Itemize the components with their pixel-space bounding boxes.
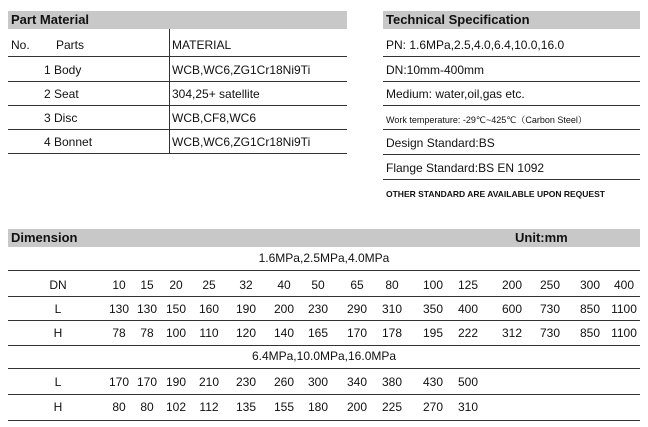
- dim-cell: 170: [346, 326, 368, 340]
- dim-cell: 400: [613, 278, 635, 292]
- dim-row-dn: [8, 273, 640, 297]
- dim-cell: 222: [457, 326, 479, 340]
- pressure-group-2: 6.4MPa,10.0MPa,16.0MPa: [251, 349, 397, 363]
- dim-cell: 140: [273, 326, 295, 340]
- dim-cell: 80: [385, 278, 399, 292]
- spec-design-standard: Design Standard:BS: [386, 136, 495, 150]
- dim-cell: 78: [112, 326, 126, 340]
- dim-cell: 230: [307, 302, 329, 316]
- dim-cell: 310: [457, 400, 479, 414]
- dim-cell: 80: [112, 400, 126, 414]
- dim-cell: 130: [136, 302, 158, 316]
- dim-cell: 400: [457, 302, 479, 316]
- dim-row-label: DN: [49, 278, 67, 292]
- col-header-material: MATERIAL: [172, 38, 232, 52]
- dim-cell: 430: [422, 375, 444, 389]
- part-material-header: [8, 11, 347, 29]
- dim-cell: 200: [501, 278, 523, 292]
- dim-cell: 230: [235, 375, 257, 389]
- dimension-header: [8, 229, 640, 247]
- dim-cell: 850: [579, 326, 601, 340]
- dim-cell: 160: [198, 302, 220, 316]
- dim-row-l: [8, 297, 640, 321]
- dim-cell: 250: [539, 278, 561, 292]
- spec-dn: DN:10mm-400mm: [386, 63, 485, 77]
- pressure-group-1: 1.6MPa,2.5MPa,4.0MPa: [258, 251, 390, 265]
- part-row-2-material: 304,25+ satellite: [172, 87, 260, 101]
- row-divider: [8, 129, 347, 130]
- dim-cell: 100: [422, 278, 444, 292]
- dim-cell: 290: [346, 302, 368, 316]
- dim-cell: 32: [239, 278, 253, 292]
- tech-spec-header: [383, 11, 640, 29]
- dim-cell: 1100: [611, 326, 637, 340]
- dimension-title: Dimension: [11, 230, 78, 245]
- dim-cell: 112: [199, 400, 219, 414]
- spec-divider: [383, 105, 640, 106]
- spec-divider: [383, 56, 640, 57]
- dim-cell: 155: [273, 400, 295, 414]
- dim-divider: [8, 270, 640, 271]
- part-row-4-name: 4 Bonnet: [44, 135, 93, 149]
- part-row-1-name: 1 Body: [44, 63, 82, 77]
- part-row-1-material: WCB,WC6,ZG1Cr18Ni9Ti: [172, 63, 311, 77]
- part-material-divider: [169, 29, 170, 154]
- dim-row-h: [8, 321, 640, 345]
- dim-cell: 165: [307, 326, 329, 340]
- dim-cell: 210: [198, 375, 220, 389]
- dim-cell: 340: [346, 375, 368, 389]
- col-header-no: No.: [11, 38, 30, 52]
- row-divider: [8, 56, 347, 57]
- spec-divider: [383, 179, 640, 180]
- dim-cell: 850: [579, 302, 601, 316]
- row-divider: [8, 81, 347, 82]
- dim-cell: 310: [381, 302, 403, 316]
- dim-cell: 170: [136, 375, 158, 389]
- part-row-3-material: WCB,CF8,WC6: [172, 111, 256, 125]
- dim-cell: 130: [108, 302, 130, 316]
- dim-cell: 1100: [611, 302, 637, 316]
- spec-pn: PN: 1.6MPa,2.5,4.0,6.4,10.0,16.0: [386, 38, 565, 52]
- dim-cell: 80: [140, 400, 154, 414]
- dimension-unit: Unit:mm: [515, 230, 568, 245]
- dim-cell: 600: [501, 302, 523, 316]
- dim-cell: 100: [165, 326, 187, 340]
- spec-work-temp: Work temperature: -29℃~425℃（Carbon Steel）: [386, 115, 587, 125]
- dim-cell: 312: [501, 326, 523, 340]
- dim-cell: 195: [422, 326, 444, 340]
- dim-cell: 190: [235, 302, 257, 316]
- spec-medium: Medium: water,oil,gas etc.: [386, 87, 525, 101]
- spec-divider: [383, 129, 640, 130]
- dim-cell: 180: [307, 400, 329, 414]
- col-header-parts: Parts: [56, 38, 85, 52]
- dim-cell: 190: [165, 375, 187, 389]
- dim-cell: 260: [273, 375, 295, 389]
- dim-cell: 102: [165, 400, 187, 414]
- row-divider: [8, 153, 347, 154]
- tech-spec-title: Technical Specification: [386, 12, 530, 27]
- dim-cell: 350: [422, 302, 444, 316]
- dim-row-label: L: [54, 375, 62, 389]
- dim-row-label: L: [54, 302, 62, 316]
- dim-divider: [8, 368, 640, 369]
- row-divider: [8, 105, 347, 106]
- dim-row-h2: [8, 395, 640, 419]
- dim-divider: [8, 420, 640, 421]
- dim-row-l2: [8, 370, 640, 394]
- dim-cell: 50: [311, 278, 325, 292]
- dim-cell: 120: [235, 326, 257, 340]
- part-row-2-name: 2 Seat: [44, 87, 79, 101]
- part-row-4-material: WCB,WC6,ZG1Cr18Ni9Ti: [172, 135, 311, 149]
- dim-cell: 200: [346, 400, 368, 414]
- spec-note: OTHER STANDARD ARE AVAILABLE UPON REQUEST: [386, 189, 605, 199]
- dim-cell: 730: [539, 302, 561, 316]
- dim-cell: 270: [422, 400, 444, 414]
- dim-cell: 40: [277, 278, 291, 292]
- dim-cell: 500: [457, 375, 479, 389]
- spec-divider: [383, 81, 640, 82]
- dim-cell: 110: [199, 326, 219, 340]
- dim-cell: 15: [140, 278, 154, 292]
- dim-cell: 380: [381, 375, 403, 389]
- dim-cell: 225: [381, 400, 403, 414]
- dim-cell: 65: [350, 278, 364, 292]
- dim-cell: 135: [235, 400, 257, 414]
- dim-cell: 300: [307, 375, 329, 389]
- dim-row-label: H: [53, 400, 63, 414]
- dim-cell: 25: [202, 278, 216, 292]
- dim-cell: 300: [579, 278, 601, 292]
- spec-divider: [383, 154, 640, 155]
- dim-cell: 178: [381, 326, 403, 340]
- dim-cell: 10: [112, 278, 126, 292]
- part-row-3-name: 3 Disc: [44, 111, 78, 125]
- dim-cell: 170: [108, 375, 130, 389]
- dim-cell: 150: [165, 302, 187, 316]
- dim-row-label: H: [53, 326, 63, 340]
- spec-flange-standard: Flange Standard:BS EN 1092: [386, 161, 545, 175]
- dim-cell: 730: [539, 326, 561, 340]
- dim-cell: 200: [273, 302, 295, 316]
- part-material-title: Part Material: [11, 12, 90, 27]
- dim-cell: 125: [457, 278, 479, 292]
- dim-cell: 78: [140, 326, 154, 340]
- dim-cell: 20: [169, 278, 183, 292]
